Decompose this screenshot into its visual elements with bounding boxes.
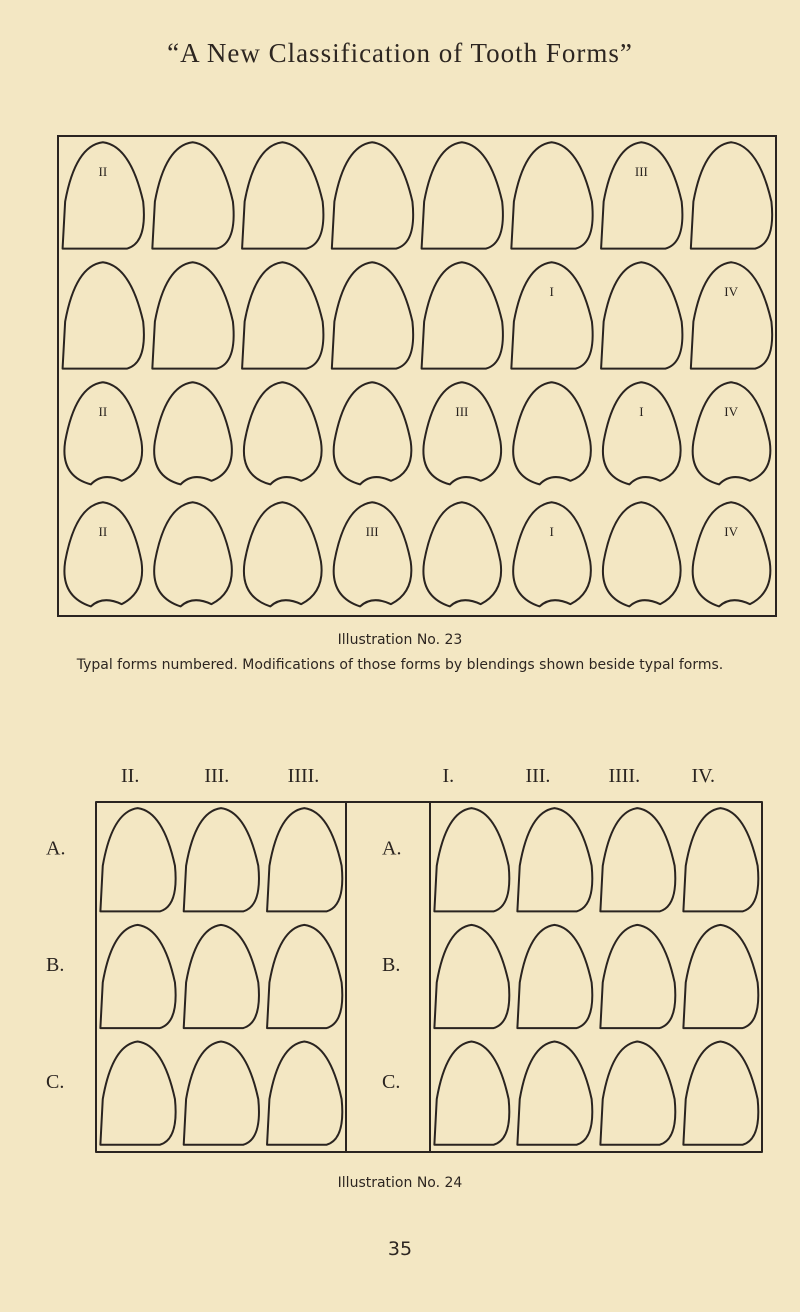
right-tooth-r1-c3	[600, 808, 675, 911]
left-tooth-r1-c2	[184, 808, 259, 911]
tooth-outline-r3-c2	[154, 382, 232, 484]
left-tooth-r3-c1	[100, 1042, 175, 1145]
illustration-23-frame	[58, 136, 776, 616]
tooth-outline-r4-c7	[603, 502, 681, 606]
tooth-outline-r3-c5	[423, 382, 501, 484]
tooth-outline-r1-c2	[152, 142, 233, 248]
tooth-outline-r1-c4	[332, 142, 413, 248]
tooth-outline-r2-c8	[691, 262, 772, 368]
right-tooth-r2-c3	[600, 925, 675, 1028]
left-column-header-2: III.	[204, 765, 230, 787]
tooth-label-r3-c5: III	[455, 403, 469, 419]
right-tooth-r1-c4	[683, 808, 758, 911]
left-tooth-r2-c3	[267, 925, 342, 1028]
right-tooth-r1-c1	[434, 808, 509, 911]
left-tooth-r2-c1	[100, 925, 175, 1028]
illustration-24-figure	[40, 752, 770, 1162]
illustration-23-caption-title: Illustration No. 23	[337, 632, 463, 648]
tooth-label-r4-c8: IV	[724, 523, 738, 539]
left-column-header-1: II.	[121, 765, 140, 787]
tooth-outline-r4-c2	[154, 502, 232, 606]
page-title: “A New Classification of Tooth Forms”	[167, 38, 633, 68]
tooth-outline-r2-c7	[601, 262, 682, 368]
left-row-label-1: A.	[46, 837, 66, 860]
tooth-label-r4-c6: I	[549, 523, 554, 539]
left-row-label-3: C.	[46, 1070, 65, 1093]
left-tooth-r2-c2	[184, 925, 259, 1028]
tooth-label-r2-c6: I	[549, 283, 554, 299]
tooth-outline-r2-c1	[63, 262, 144, 368]
illustration-23-caption-text: Typal forms numbered. Modifications of those forms by blendings shown beside typal forms.	[76, 657, 724, 673]
tooth-label-r2-c8: IV	[724, 283, 738, 299]
tooth-outline-r3-c6	[513, 382, 591, 484]
right-column-header-3: IIII.	[608, 765, 641, 787]
tooth-outline-r3-c3	[244, 382, 322, 484]
right-row-label-1: A.	[382, 837, 402, 860]
tooth-label-r3-c1: II	[98, 403, 108, 419]
right-tooth-r1-c2	[517, 808, 592, 911]
page-number: 35	[387, 1238, 413, 1260]
tooth-label-r3-c8: IV	[724, 403, 738, 419]
right-tooth-r3-c4	[683, 1042, 758, 1145]
tooth-label-r1-c7: III	[634, 163, 648, 179]
tooth-outline-r2-c4	[332, 262, 413, 368]
tooth-label-r3-c7: I	[639, 403, 644, 419]
left-column-header-3: IIII.	[287, 765, 320, 787]
illustration-23-figure	[56, 134, 778, 620]
left-tooth-r3-c3	[267, 1042, 342, 1145]
left-row-label-2: B.	[46, 954, 65, 977]
right-column-header-4: IV.	[691, 765, 715, 787]
right-column-header-2: III.	[525, 765, 551, 787]
right-column-header-1: I.	[442, 765, 455, 787]
left-tooth-r1-c1	[100, 808, 175, 911]
tooth-outline-r3-c8	[693, 382, 771, 484]
tooth-outline-r2-c5	[422, 262, 503, 368]
tooth-outline-r3-c4	[334, 382, 412, 484]
left-tooth-r3-c2	[184, 1042, 259, 1145]
tooth-outline-r1-c3	[242, 142, 323, 248]
tooth-outline-r2-c6	[511, 262, 592, 368]
right-tooth-r3-c3	[600, 1042, 675, 1145]
right-tooth-r3-c1	[434, 1042, 509, 1145]
right-tooth-r3-c2	[517, 1042, 592, 1145]
tooth-outline-r3-c7	[603, 382, 681, 484]
right-row-label-2: B.	[382, 954, 401, 977]
tooth-outline-r4-c1	[64, 502, 142, 606]
tooth-outline-r1-c5	[422, 142, 503, 248]
tooth-outline-r1-c1	[63, 142, 144, 248]
right-row-label-3: C.	[382, 1070, 401, 1093]
tooth-outline-r1-c6	[511, 142, 592, 248]
tooth-outline-r1-c8	[691, 142, 772, 248]
right-tooth-r2-c1	[434, 925, 509, 1028]
tooth-label-r4-c4: III	[365, 523, 379, 539]
tooth-outline-r2-c2	[152, 262, 233, 368]
right-tooth-r2-c4	[683, 925, 758, 1028]
tooth-outline-r1-c7	[601, 142, 682, 248]
left-tooth-r1-c3	[267, 808, 342, 911]
right-tooth-r2-c2	[517, 925, 592, 1028]
tooth-outline-r2-c3	[242, 262, 323, 368]
tooth-outline-r4-c8	[693, 502, 771, 606]
tooth-label-r4-c1: II	[98, 523, 108, 539]
tooth-outline-r4-c5	[423, 502, 501, 606]
illustration-24-caption-title: Illustration No. 24	[337, 1175, 463, 1191]
tooth-outline-r3-c1	[64, 382, 142, 484]
tooth-outline-r4-c3	[244, 502, 322, 606]
tooth-outline-r4-c4	[334, 502, 412, 606]
tooth-outline-r4-c6	[513, 502, 591, 606]
tooth-label-r1-c1: II	[98, 163, 108, 179]
